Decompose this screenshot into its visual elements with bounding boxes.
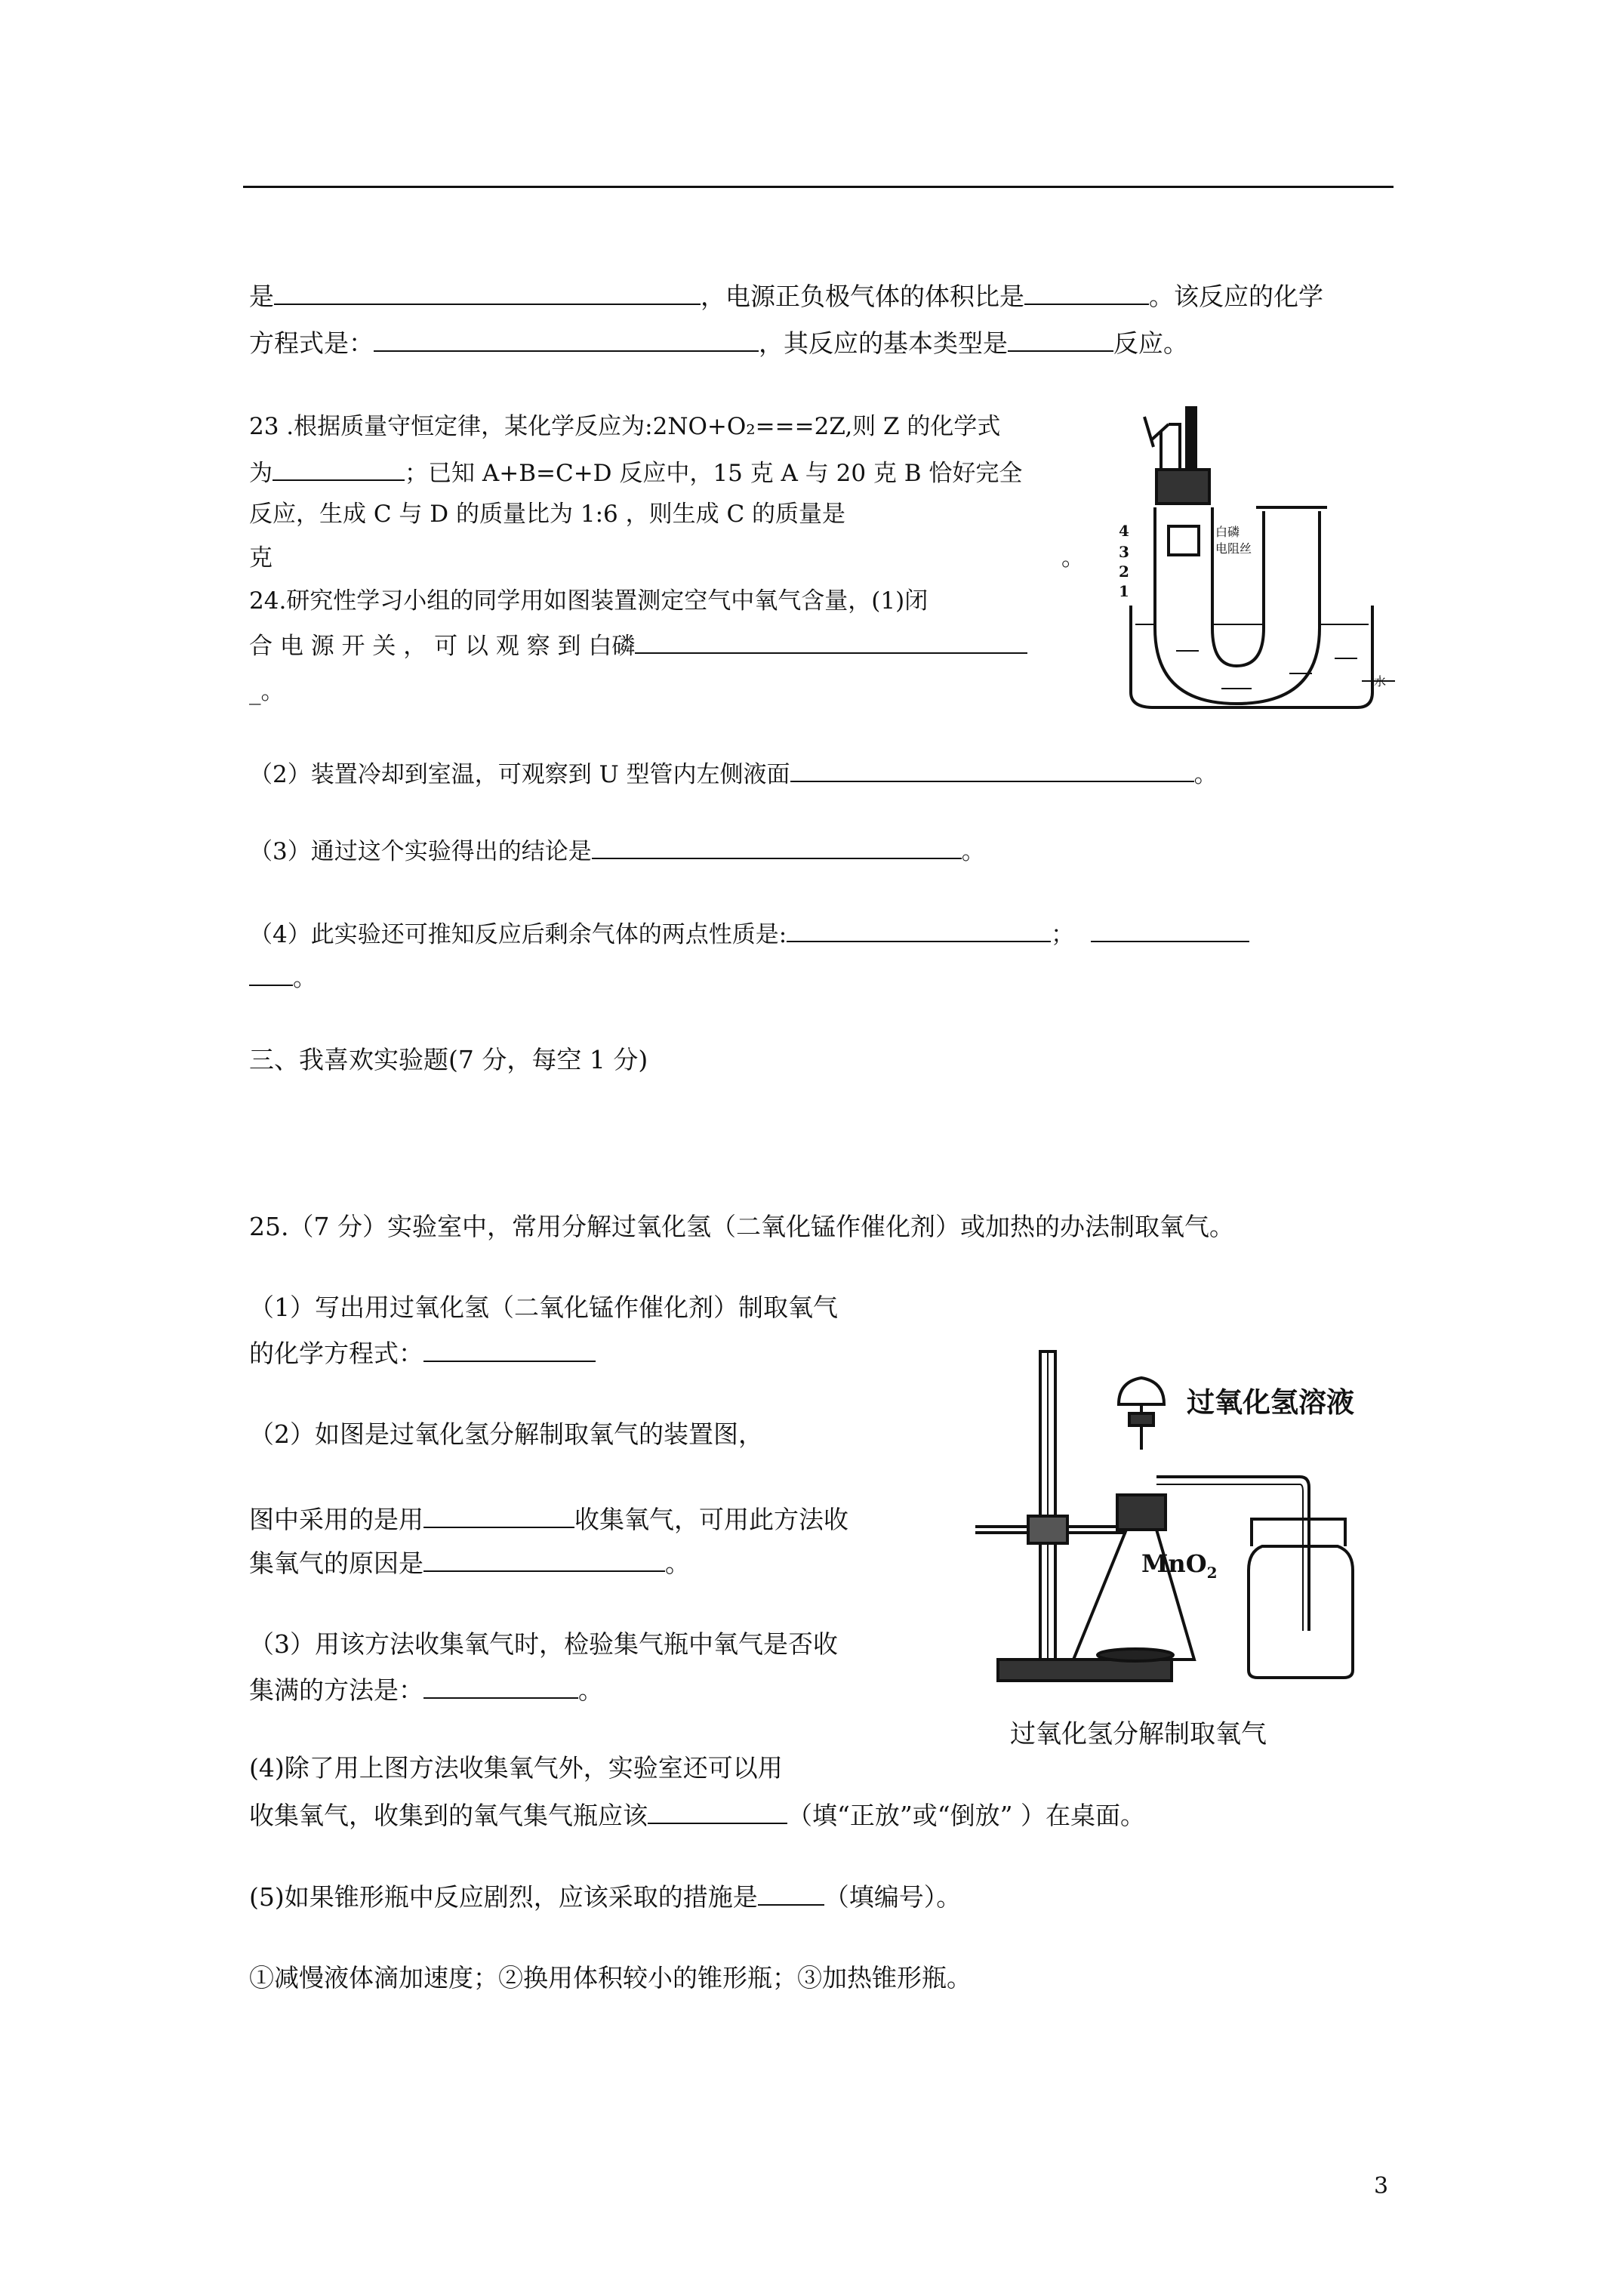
q25-p1-line2 xyxy=(249,1336,596,1369)
answer-blank[interactable] xyxy=(423,1336,596,1362)
phosphorus-label: 白磷 xyxy=(1215,525,1240,539)
q25-p1-line1: （1）写出用过氧化氢（二氧化锰作催化剂）制取氧气 xyxy=(249,1293,838,1322)
answer-blank[interactable] xyxy=(787,920,1051,942)
oxygen-apparatus-figure xyxy=(968,1344,1360,1755)
answer-blank[interactable] xyxy=(273,455,405,481)
q25-text: 收集氧气，可用此方法收 xyxy=(574,1505,848,1534)
q22-line2 xyxy=(249,326,1188,359)
catalyst-formula: MnO xyxy=(1141,1549,1207,1578)
q23-line2 xyxy=(249,455,1022,488)
answer-blank[interactable] xyxy=(1091,920,1249,942)
q24-sub2 xyxy=(249,760,1218,790)
q24-text: （2）装置冷却到室温，可观察到 U 型管内左侧液面 xyxy=(249,761,790,788)
q24-text: 。 xyxy=(961,838,985,865)
scale-label: 3 xyxy=(1119,543,1129,561)
q25-text: 。 xyxy=(665,1549,690,1578)
q24-text: 合 电 源 开 关 ， 可 以 观 察 到 白磷 xyxy=(249,633,636,660)
q23-text: 为 xyxy=(249,460,273,487)
q25-p2-line3 xyxy=(249,1546,690,1579)
q22-text: 。该反应的化学 xyxy=(1149,282,1323,311)
q25-text: 集满的方法是： xyxy=(249,1675,423,1705)
q22-line1 xyxy=(249,279,1323,312)
q25-p4-line1: (4)除了用上图方法收集氧气外，实验室还可以用 xyxy=(249,1753,783,1783)
answer-blank[interactable] xyxy=(423,1673,578,1699)
q22-text: ，电源正负极气体的体积比是 xyxy=(701,282,1024,311)
q24-text: ； xyxy=(1051,921,1075,948)
q23-line1: 23 .根据质量守恒定律，某化学反应为:2NO+O₂===2Z,则 Z 的化学式 xyxy=(249,413,1001,440)
q25-text: 集氧气的原因是 xyxy=(249,1549,423,1578)
figure-caption: 过氧化氢分解制取氧气 xyxy=(1010,1719,1267,1749)
hydrogen-peroxide-label: 过氧化氢溶液 xyxy=(1187,1385,1354,1419)
catalyst-subscript: 2 xyxy=(1206,1564,1218,1582)
answer-blank[interactable] xyxy=(635,631,1027,654)
q25-p3-line1: （3）用该方法收集氧气时，检验集气瓶中氧气是否收 xyxy=(249,1629,838,1659)
q22-text: 方程式是： xyxy=(249,328,374,358)
q25-p2-line2 xyxy=(249,1502,848,1535)
q24-text: 。 xyxy=(1193,761,1218,788)
q24-line3: _。 xyxy=(249,678,285,705)
q25-p3-line2 xyxy=(249,1673,603,1706)
answer-blank[interactable] xyxy=(648,1798,787,1824)
q25-p5 xyxy=(249,1880,961,1912)
water-label: 水 xyxy=(1374,674,1387,689)
scale-label: 1 xyxy=(1119,582,1129,600)
q25-p4-line2 xyxy=(249,1798,1145,1831)
q25-text: 图中采用的是用 xyxy=(249,1505,423,1534)
page-number: 3 xyxy=(1374,2173,1389,2199)
q23-text: 。 xyxy=(1061,544,1085,572)
scale-label: 2 xyxy=(1119,562,1129,581)
q22-text: 是 xyxy=(249,282,274,311)
q24-sub4 xyxy=(249,920,1249,950)
q23-line3: 反应，生成 C 与 D 的质量比为 1:6 ，则生成 C 的质量是 xyxy=(249,501,846,528)
header-rule xyxy=(243,186,1394,188)
q24-line2 xyxy=(249,631,1027,661)
q24-sub4-cont xyxy=(249,963,316,994)
q25-text: （填编号）。 xyxy=(824,1882,962,1912)
q25-p2-line1: （2）如图是过氧化氢分解制取氧气的装置图， xyxy=(249,1419,763,1449)
q25-text: (5)如果锥形瓶中反应剧烈，应该采取的措施是 xyxy=(249,1882,758,1912)
q23-text: ；已知 A+B=C+D 反应中，15 克 A 与 20 克 B 恰好完全 xyxy=(405,460,1023,487)
q23-text: 克 xyxy=(249,544,273,572)
q24-text: （3）通过这个实验得出的结论是 xyxy=(249,838,592,865)
answer-blank[interactable] xyxy=(1008,326,1113,352)
catalyst-label xyxy=(1141,1549,1217,1582)
answer-blank[interactable] xyxy=(374,326,759,352)
q24-line1: 24.研究性学习小组的同学用如图装置测定空气中氧气含量，(1)闭 xyxy=(249,587,929,615)
answer-blank[interactable] xyxy=(423,1546,665,1572)
q22-text: 反应。 xyxy=(1113,328,1188,358)
q25-options: ①减慢液体滴加速度；②换用体积较小的锥形瓶；③加热锥形瓶。 xyxy=(249,1963,972,1992)
answer-blank[interactable] xyxy=(249,963,293,986)
answer-blank[interactable] xyxy=(790,760,1194,782)
answer-blank[interactable] xyxy=(758,1880,824,1906)
answer-blank[interactable] xyxy=(423,1502,574,1528)
answer-blank[interactable] xyxy=(1024,279,1149,305)
wire-label: 电阻丝 xyxy=(1215,541,1252,556)
answer-blank[interactable] xyxy=(592,837,962,859)
q22-text: ，其反应的基本类型是 xyxy=(759,328,1008,358)
q25-text: 的化学方程式： xyxy=(249,1339,423,1368)
q25-text: （填“正放”或“倒放” ）在桌面。 xyxy=(787,1801,1145,1830)
q25-text: 收集氧气，收集到的氧气集气瓶应该 xyxy=(249,1801,648,1830)
section3-title: 三、我喜欢实验题(7 分，每空 1 分) xyxy=(249,1045,648,1074)
q25-text: 。 xyxy=(578,1675,603,1705)
q23-line4 xyxy=(249,543,1085,573)
q24-text: （4）此实验还可推知反应后剩余气体的两点性质是: xyxy=(249,921,787,948)
answer-blank[interactable] xyxy=(274,279,701,305)
u-tube-apparatus-figure xyxy=(1108,402,1403,711)
q24-text: 。 xyxy=(293,965,316,992)
scale-label: 4 xyxy=(1119,522,1129,540)
q25-intro: 25.（7 分）实验室中，常用分解过氧化氢（二氧化锰作催化剂）或加热的办法制取氧气。 xyxy=(249,1212,1234,1241)
q24-sub3 xyxy=(249,837,985,867)
